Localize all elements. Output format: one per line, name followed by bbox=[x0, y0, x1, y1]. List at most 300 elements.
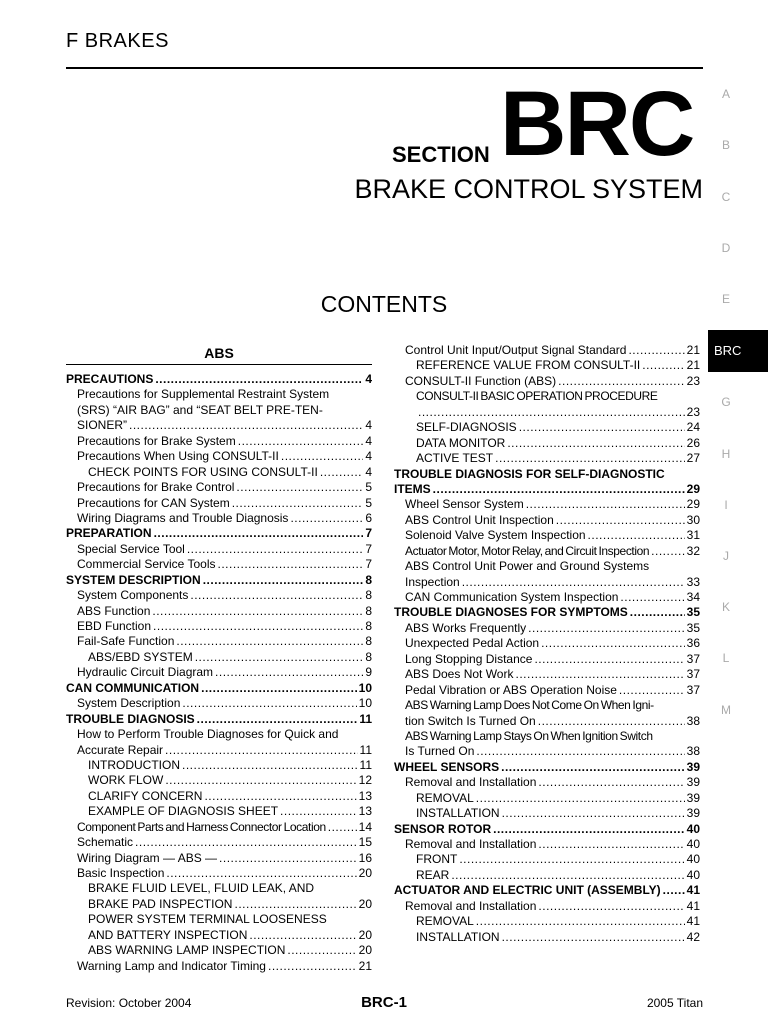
toc-entry-text: Special Service Tool bbox=[77, 541, 185, 556]
toc-entry[interactable] bbox=[66, 866, 372, 881]
header-rule bbox=[66, 67, 703, 69]
toc-entry-text: Component Parts and Harness Connector Location bbox=[77, 819, 326, 834]
toc-leader-dots bbox=[433, 482, 685, 497]
toc-page-number: 32 bbox=[686, 543, 700, 558]
toc-entry-text: BRAKE PAD INSPECTION bbox=[88, 896, 233, 911]
toc-entry[interactable] bbox=[394, 343, 700, 358]
toc-entry[interactable] bbox=[394, 420, 700, 435]
toc-leader-dots bbox=[462, 575, 685, 590]
toc-page-number: 30 bbox=[686, 512, 700, 527]
toc-page-number: 16 bbox=[358, 850, 372, 865]
toc-entry-text: Pedal Vibration or ABS Operation Noise bbox=[405, 682, 617, 697]
toc-leader-dots bbox=[459, 852, 684, 867]
toc-page-number: 8 bbox=[365, 634, 372, 649]
toc-entry[interactable] bbox=[394, 528, 700, 543]
toc-entry-text: INTRODUCTION bbox=[88, 757, 180, 772]
toc-entry[interactable] bbox=[394, 914, 700, 929]
toc-entry[interactable] bbox=[66, 480, 372, 495]
toc-entry-text: Long Stopping Distance bbox=[405, 651, 533, 666]
toc-entry-text: Wheel Sensor System bbox=[405, 497, 524, 512]
toc-entry-text: CAN COMMUNICATION bbox=[66, 680, 200, 695]
toc-leader-dots bbox=[418, 405, 685, 420]
toc-entry-text: EXAMPLE OF DIAGNOSIS SHEET bbox=[88, 804, 279, 819]
toc-entry-text: Fail-Safe Function bbox=[77, 634, 175, 649]
toc-entry-text: Precautions When Using CONSULT-II bbox=[77, 449, 279, 464]
section-label: SECTION bbox=[392, 142, 490, 167]
toc-page-number: 11 bbox=[359, 757, 372, 772]
toc-entry[interactable] bbox=[394, 358, 700, 373]
toc-leader-dots bbox=[663, 883, 685, 898]
toc-entry[interactable] bbox=[394, 667, 700, 682]
toc-leader-dots bbox=[628, 343, 684, 358]
toc-entry[interactable] bbox=[394, 544, 700, 559]
toc-entry[interactable] bbox=[66, 758, 372, 773]
toc-entry-text: TROUBLE DIAGNOSIS FOR SELF-DIAGNOSTIC bbox=[394, 466, 665, 481]
toc-entry[interactable] bbox=[66, 634, 372, 649]
toc-heading-entry[interactable] bbox=[66, 573, 372, 588]
toc-entry-text: CAN Communication System Inspection bbox=[405, 590, 619, 604]
toc-page-number: 13 bbox=[358, 804, 372, 819]
toc-entry[interactable] bbox=[66, 588, 372, 603]
toc-entry[interactable] bbox=[66, 881, 372, 896]
toc-entry-text: REFERENCE VALUE FROM CONSULT-II bbox=[416, 358, 641, 373]
toc-entry-text: CONSULT-II Function (ABS) bbox=[405, 373, 557, 388]
toc-leader-dots bbox=[166, 866, 356, 881]
side-tab-g[interactable]: G bbox=[721, 395, 731, 409]
toc-entry-text: ABS Warning Lamp Stays On When Ignition Switch bbox=[405, 728, 653, 743]
toc-entry[interactable] bbox=[66, 511, 372, 526]
contents-title: CONTENTS bbox=[320, 291, 448, 317]
toc-page-number: 14 bbox=[358, 819, 372, 834]
side-tab-brc[interactable]: BRC bbox=[708, 330, 768, 372]
toc-entry[interactable] bbox=[66, 665, 372, 680]
toc-leader-dots bbox=[495, 451, 685, 466]
toc-entry-text: WHEEL SENSORS bbox=[394, 759, 500, 774]
toc-entry[interactable] bbox=[66, 959, 372, 974]
toc-entry-text: DATA MONITOR bbox=[416, 435, 506, 450]
side-tab-b[interactable]: B bbox=[721, 138, 730, 152]
toc-entry-text: ABS Function bbox=[77, 603, 151, 618]
toc-leader-dots bbox=[195, 650, 364, 665]
toc-leader-dots bbox=[280, 804, 357, 819]
toc-heading-entry[interactable] bbox=[66, 526, 372, 541]
toc-entry[interactable] bbox=[394, 714, 700, 729]
toc-leader-dots bbox=[165, 743, 357, 758]
toc-entry[interactable] bbox=[394, 405, 700, 420]
footer-model: 2005 Titan bbox=[646, 996, 703, 1010]
toc-page-number: 40 bbox=[686, 837, 700, 851]
toc-page-number: 20 bbox=[358, 943, 372, 958]
toc-entry[interactable] bbox=[394, 899, 700, 914]
toc-entry[interactable] bbox=[394, 806, 700, 821]
toc-leader-dots bbox=[526, 497, 685, 512]
toc-page-number: 41 bbox=[686, 914, 700, 929]
toc-entry-text: Precautions for Supplemental Restraint System bbox=[77, 387, 330, 402]
toc-page-number: 10 bbox=[358, 680, 372, 695]
toc-page-number: 38 bbox=[686, 744, 700, 759]
toc-entry-text: ACTIVE TEST bbox=[416, 451, 494, 466]
toc-leader-dots bbox=[620, 590, 684, 605]
toc-entry[interactable] bbox=[394, 389, 700, 404]
toc-entry[interactable] bbox=[394, 729, 700, 744]
toc-leader-dots bbox=[154, 526, 364, 541]
toc-entry-text: Accurate Repair bbox=[77, 742, 164, 757]
toc-heading-entry[interactable] bbox=[394, 822, 700, 837]
toc-heading-entry[interactable] bbox=[66, 372, 372, 387]
toc-leader-dots bbox=[502, 930, 685, 945]
toc-entry[interactable] bbox=[66, 403, 372, 418]
toc-page-number: 23 bbox=[686, 373, 700, 388]
toc-entry-text: WORK FLOW bbox=[88, 773, 164, 788]
toc-leader-dots bbox=[203, 573, 364, 588]
toc-leader-dots bbox=[451, 868, 684, 883]
toc-page-number: 4 bbox=[365, 449, 372, 464]
toc-page-number: 5 bbox=[365, 495, 372, 510]
toc-entry-text: ITEMS bbox=[394, 481, 431, 496]
toc-leader-dots bbox=[152, 604, 363, 619]
toc-entry[interactable] bbox=[394, 559, 700, 574]
toc-entry-text: REAR bbox=[416, 867, 450, 882]
toc-leader-dots bbox=[129, 418, 363, 433]
toc-page-number: 13 bbox=[358, 788, 372, 803]
toc-heading-entry[interactable] bbox=[394, 482, 700, 497]
toc-entry[interactable] bbox=[394, 852, 700, 867]
toc-entry[interactable] bbox=[66, 804, 372, 819]
toc-leader-dots bbox=[588, 528, 685, 543]
toc-entry[interactable] bbox=[66, 912, 372, 927]
toc-leader-dots bbox=[558, 374, 684, 389]
side-tab-c[interactable]: C bbox=[721, 190, 731, 204]
toc-entry-text: ABS Does Not Work bbox=[405, 667, 514, 682]
toc-leader-dots bbox=[501, 760, 685, 775]
toc-page-number: 38 bbox=[686, 713, 700, 728]
toc-leader-dots bbox=[556, 513, 685, 528]
toc-leader-dots bbox=[642, 358, 684, 373]
toc-entry-text: ABS Control Unit Inspection bbox=[405, 512, 554, 527]
toc-page-number: 11 bbox=[359, 711, 372, 726]
toc-entry[interactable] bbox=[66, 835, 372, 850]
toc-entry-text: Removal and Installation bbox=[405, 775, 537, 790]
toc-leader-dots bbox=[201, 681, 357, 696]
toc-entry[interactable] bbox=[66, 773, 372, 788]
toc-entry-text: Schematic bbox=[77, 835, 134, 850]
toc-page-number: 8 bbox=[365, 603, 372, 618]
toc-leader-dots bbox=[515, 667, 684, 682]
toc-page-number: 36 bbox=[686, 636, 700, 651]
toc-entry-text: Control Unit Input/Output Signal Standard bbox=[405, 343, 627, 357]
toc-entry-text: FRONT bbox=[416, 852, 458, 867]
toc-entry-text: System Components bbox=[77, 588, 189, 603]
toc-entry[interactable] bbox=[66, 418, 372, 433]
toc-leader-dots bbox=[476, 744, 684, 759]
toc-entry[interactable] bbox=[394, 791, 700, 806]
toc-page-number: 7 bbox=[365, 557, 372, 572]
toc-leader-dots bbox=[187, 542, 363, 557]
toc-leader-dots bbox=[176, 634, 363, 649]
toc-leader-dots bbox=[249, 928, 356, 943]
toc-heading-entry[interactable] bbox=[66, 712, 372, 727]
toc-leader-dots bbox=[538, 775, 684, 790]
toc-entry-text: Wiring Diagram — ABS — bbox=[77, 850, 218, 865]
toc-leader-dots bbox=[190, 588, 363, 603]
toc-entry[interactable] bbox=[394, 436, 700, 451]
toc-entry-text: POWER SYSTEM TERMINAL LOOSENESS bbox=[88, 912, 327, 927]
toc-entry-text: CONSULT-II BASIC OPERATION PROCEDURE bbox=[416, 389, 658, 404]
toc-page-number: 12 bbox=[358, 773, 372, 788]
toc-entry[interactable] bbox=[66, 650, 372, 665]
toc-entry[interactable] bbox=[394, 837, 700, 852]
toc-entry-text: System Description bbox=[77, 696, 181, 711]
toc-leader-dots bbox=[538, 899, 684, 914]
toc-entry[interactable] bbox=[66, 496, 372, 511]
toc-leader-dots bbox=[165, 773, 356, 788]
toc-page-number: 21 bbox=[358, 958, 372, 973]
toc-entry[interactable] bbox=[394, 744, 700, 759]
toc-heading-entry[interactable] bbox=[394, 605, 700, 620]
toc-leader-dots bbox=[476, 914, 685, 929]
toc-leader-dots bbox=[328, 820, 357, 835]
toc-leader-dots bbox=[519, 420, 685, 435]
toc-entry[interactable] bbox=[394, 590, 700, 605]
toc-heading-entry[interactable] bbox=[394, 467, 700, 482]
toc-page-number: 40 bbox=[686, 821, 700, 836]
toc-entry-text: EBD Function bbox=[77, 619, 152, 633]
toc-entry-text: SENSOR ROTOR bbox=[394, 821, 492, 836]
toc-entry-text: Removal and Installation bbox=[405, 837, 537, 851]
toc-leader-dots bbox=[538, 837, 684, 852]
toc-leader-dots bbox=[534, 652, 684, 667]
toc-leader-dots bbox=[238, 434, 364, 449]
toc-entry[interactable] bbox=[394, 575, 700, 590]
toc-right-column bbox=[394, 343, 700, 945]
toc-entry[interactable] bbox=[66, 851, 372, 866]
toc-entry[interactable] bbox=[394, 775, 700, 790]
toc-entry-text: CLARIFY CONCERN bbox=[88, 788, 203, 803]
toc-entry-text: Inspection bbox=[405, 574, 460, 589]
toc-page-number: 9 bbox=[365, 665, 372, 680]
toc-leader-dots bbox=[215, 665, 363, 680]
toc-entry-text: Solenoid Valve System Inspection bbox=[405, 528, 586, 543]
toc-leader-dots bbox=[268, 959, 357, 974]
toc-leader-dots bbox=[182, 696, 356, 711]
toc-page-number: 7 bbox=[365, 541, 372, 556]
toc-heading-entry[interactable] bbox=[66, 681, 372, 696]
toc-entry-text: SYSTEM DESCRIPTION bbox=[66, 572, 201, 587]
toc-leader-dots bbox=[541, 636, 685, 651]
toc-page-number: 21 bbox=[686, 358, 700, 373]
toc-page-number: 4 bbox=[365, 433, 372, 448]
toc-entry[interactable] bbox=[394, 374, 700, 389]
toc-entry[interactable] bbox=[394, 652, 700, 667]
toc-leader-dots bbox=[507, 436, 684, 451]
toc-entry[interactable] bbox=[394, 451, 700, 466]
toc-entry-text: Precautions for CAN System bbox=[77, 495, 230, 510]
toc-leader-dots bbox=[234, 897, 356, 912]
side-tab-i[interactable]: I bbox=[724, 498, 728, 512]
toc-entry[interactable] bbox=[66, 619, 372, 634]
toc-leader-dots bbox=[502, 806, 685, 821]
toc-entry-text: PRECAUTIONS bbox=[66, 372, 154, 386]
toc-page-number: 10 bbox=[358, 696, 372, 711]
side-tab-a[interactable]: A bbox=[721, 87, 730, 101]
toc-page-number: 21 bbox=[686, 343, 700, 357]
toc-entry-text: SIONER” bbox=[77, 418, 128, 433]
toc-entry-text: ABS Control Unit Power and Ground Systems bbox=[405, 559, 650, 574]
toc-entry-text: PREPARATION bbox=[66, 526, 152, 541]
toc-page-number: 31 bbox=[686, 528, 700, 543]
toc-leader-dots bbox=[538, 714, 685, 729]
toc-entries-right bbox=[394, 343, 700, 945]
toc-page-number: 39 bbox=[686, 759, 700, 774]
side-tab-e[interactable]: E bbox=[721, 292, 730, 306]
toc-page-number: 8 bbox=[365, 619, 372, 633]
toc-entry-text: ABS Warning Lamp Does Not Come On When Igni- bbox=[405, 698, 654, 713]
toc-page-number: 33 bbox=[686, 574, 700, 589]
toc-page-number: 29 bbox=[686, 497, 700, 512]
side-tab-j[interactable]: J bbox=[723, 549, 729, 563]
toc-heading-entry[interactable] bbox=[394, 883, 700, 898]
toc-entry[interactable] bbox=[66, 557, 372, 572]
toc-leader-dots bbox=[619, 683, 685, 698]
toc-leader-dots bbox=[320, 465, 364, 480]
side-tab-k[interactable]: K bbox=[721, 600, 730, 614]
toc-entry-text: INSTALLATION bbox=[416, 929, 500, 944]
toc-entry[interactable] bbox=[66, 928, 372, 943]
toc-page-number: 20 bbox=[358, 927, 372, 942]
side-tab-l[interactable]: L bbox=[722, 651, 730, 665]
toc-entry[interactable] bbox=[394, 497, 700, 512]
toc-entry-text: Wiring Diagrams and Trouble Diagnosis bbox=[77, 510, 289, 525]
toc-entry[interactable] bbox=[394, 683, 700, 698]
toc-leader-dots bbox=[493, 822, 685, 837]
footer-page-label: BRC-1 bbox=[361, 994, 407, 1011]
toc-entry[interactable] bbox=[394, 636, 700, 651]
toc-entry-text: How to Perform Trouble Diagnoses for Quick and bbox=[77, 727, 339, 742]
toc-leader-dots bbox=[236, 480, 363, 495]
toc-entry[interactable] bbox=[66, 434, 372, 449]
toc-page-number: 37 bbox=[686, 682, 700, 697]
toc-entry-text: ABS WARNING LAMP INSPECTION bbox=[88, 943, 286, 958]
toc-entry[interactable] bbox=[66, 604, 372, 619]
toc-entry[interactable] bbox=[66, 820, 372, 835]
side-tab-d[interactable]: D bbox=[721, 241, 731, 255]
toc-entry[interactable] bbox=[66, 743, 372, 758]
toc-page-number: 26 bbox=[686, 435, 700, 450]
toc-entry-text: Unexpected Pedal Action bbox=[405, 636, 540, 651]
toc-entry[interactable] bbox=[394, 930, 700, 945]
toc-entry[interactable] bbox=[66, 449, 372, 464]
toc-leader-dots bbox=[232, 496, 364, 511]
toc-leader-dots bbox=[476, 791, 685, 806]
toc-page-number: 41 bbox=[686, 883, 700, 898]
toc-leader-dots bbox=[651, 544, 684, 559]
toc-entry-text: ABS/EBD SYSTEM bbox=[88, 649, 193, 664]
toc-entry[interactable] bbox=[66, 897, 372, 912]
toc-page-number: 8 bbox=[365, 649, 372, 664]
toc-page-number: 5 bbox=[365, 480, 372, 495]
toc-leader-dots bbox=[219, 851, 357, 866]
toc-entry[interactable] bbox=[394, 621, 700, 636]
toc-page-number: 37 bbox=[686, 651, 700, 666]
toc-leader-dots bbox=[182, 758, 358, 773]
toc-entry-text: Removal and Installation bbox=[405, 898, 537, 913]
toc-entry[interactable] bbox=[66, 943, 372, 958]
toc-entry-text: INSTALLATION bbox=[416, 806, 500, 821]
toc-leader-dots bbox=[630, 605, 685, 620]
toc-left-column bbox=[66, 343, 372, 974]
toc-entry-text: CHECK POINTS FOR USING CONSULT-II bbox=[88, 464, 318, 479]
toc-page-number: 20 bbox=[358, 896, 372, 911]
toc-entry-text: REMOVAL bbox=[416, 914, 474, 929]
toc-entry-text: Actuator Motor, Motor Relay, and Circuit Inspection bbox=[405, 543, 650, 558]
toc-entry-text: Precautions for Brake Control bbox=[77, 480, 235, 495]
toc-entry[interactable] bbox=[66, 465, 372, 480]
toc-page-number: 24 bbox=[686, 420, 700, 435]
toc-heading-entry[interactable] bbox=[394, 760, 700, 775]
toc-page-number: 4 bbox=[365, 418, 372, 433]
toc-page-number: 42 bbox=[686, 929, 700, 944]
toc-column-heading: ABS bbox=[66, 343, 372, 365]
toc-entry[interactable] bbox=[66, 696, 372, 711]
toc-page-number: 8 bbox=[365, 588, 372, 603]
toc-entry[interactable] bbox=[66, 542, 372, 557]
toc-entry[interactable] bbox=[394, 698, 700, 713]
section-code: BRC bbox=[500, 73, 694, 175]
toc-entry-text: ABS Works Frequently bbox=[405, 620, 527, 635]
toc-leader-dots bbox=[287, 943, 356, 958]
toc-page-number: 15 bbox=[358, 835, 372, 850]
toc-entry-text: AND BATTERY INSPECTION bbox=[88, 927, 248, 942]
toc-entry-text: Precautions for Brake System bbox=[77, 433, 236, 448]
toc-entries-left bbox=[66, 372, 372, 974]
toc-entry-text: TROUBLE DIAGNOSES FOR SYMPTOMS bbox=[394, 605, 628, 620]
toc-leader-dots bbox=[218, 557, 364, 572]
toc-entry[interactable] bbox=[66, 727, 372, 742]
toc-page-number: 27 bbox=[686, 451, 700, 466]
toc-page-number: 41 bbox=[686, 898, 700, 913]
toc-page-number: 35 bbox=[686, 605, 700, 620]
toc-page-number: 35 bbox=[686, 620, 700, 635]
toc-entry[interactable] bbox=[66, 789, 372, 804]
toc-page-number: 20 bbox=[358, 866, 372, 880]
toc-entry[interactable] bbox=[66, 387, 372, 402]
chapter-title: F BRAKES bbox=[66, 30, 169, 52]
toc-page-number: 23 bbox=[686, 404, 700, 419]
toc-leader-dots bbox=[281, 449, 363, 464]
toc-page-number: 6 bbox=[365, 510, 372, 525]
toc-page-number: 39 bbox=[686, 790, 700, 805]
toc-entry[interactable] bbox=[394, 868, 700, 883]
toc-entry-text: (SRS) “AIR BAG” and “SEAT BELT PRE-TEN- bbox=[77, 402, 323, 417]
toc-entry-text: SELF-DIAGNOSIS bbox=[416, 420, 517, 435]
toc-page-number: 37 bbox=[686, 667, 700, 682]
toc-page-number: 40 bbox=[686, 867, 700, 882]
toc-page-number: 4 bbox=[365, 372, 372, 386]
side-tab-m[interactable]: M bbox=[721, 703, 731, 717]
section-title: BRAKE CONTROL SYSTEM bbox=[354, 174, 703, 204]
toc-entry[interactable] bbox=[394, 513, 700, 528]
toc-page-number: 29 bbox=[686, 481, 700, 496]
toc-entry-text: REMOVAL bbox=[416, 790, 474, 805]
toc-page-number: 39 bbox=[686, 806, 700, 821]
toc-page-number: 39 bbox=[686, 775, 700, 790]
side-tab-h[interactable]: H bbox=[721, 447, 731, 461]
footer-revision: Revision: October 2004 bbox=[66, 996, 192, 1010]
toc-entry-text: Hydraulic Circuit Diagram bbox=[77, 665, 214, 680]
toc-page-number: 8 bbox=[365, 572, 372, 587]
toc-entry-text: TROUBLE DIAGNOSIS bbox=[66, 711, 195, 726]
toc-page-number: 34 bbox=[686, 590, 700, 604]
